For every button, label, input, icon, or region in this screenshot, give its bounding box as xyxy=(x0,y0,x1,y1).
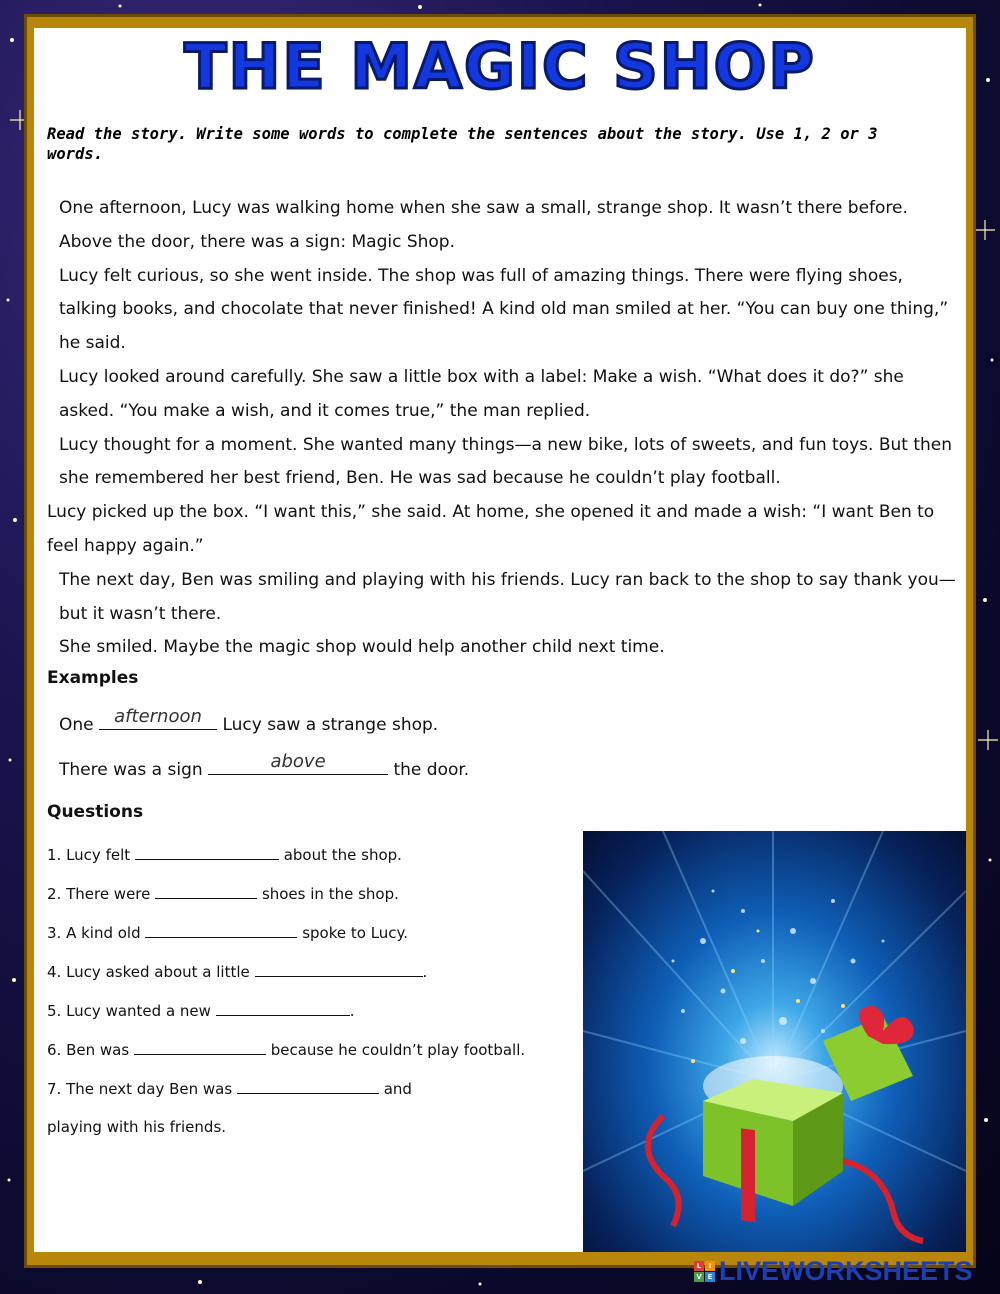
story-text xyxy=(47,192,957,665)
question-row xyxy=(47,962,427,981)
example-row xyxy=(59,706,439,735)
example-answer-blank xyxy=(208,751,388,775)
story-paragraph: Lucy thought for a moment. She wanted many things—a new bike, lots of sweets, and fun toys. But then she remembered her best friend, Ben. He was sad because he couldn’t play football. xyxy=(59,434,953,489)
question-text-before: 3. A kind old xyxy=(47,924,141,942)
answer-input[interactable] xyxy=(237,1079,379,1094)
questions-heading: Questions xyxy=(47,802,144,822)
answer-input[interactable] xyxy=(145,923,297,938)
question-text-before: 4. Lucy asked about a little xyxy=(47,963,250,981)
answer-input[interactable] xyxy=(255,962,423,977)
question-text-after: shoes in the shop. xyxy=(261,885,399,903)
question-text-before: 2. There were xyxy=(47,885,151,903)
story-paragraph: Lucy looked around carefully. She saw a little box with a label: Make a wish. “What does it do?” she asked. “You make a wish, and it comes true,” the man replied. xyxy=(59,366,904,421)
question-row xyxy=(47,923,408,942)
story-paragraph: She smiled. Maybe the magic shop would help another child next time. xyxy=(59,637,665,658)
question-continuation: playing with his friends. xyxy=(47,1118,227,1136)
question-text-before: 5. Lucy wanted a new xyxy=(47,1002,211,1020)
answer-input[interactable] xyxy=(134,1040,266,1055)
example-text-after: Lucy saw a strange shop. xyxy=(222,715,439,735)
story-paragraph: Lucy picked up the box. “I want this,” she said. At home, she opened it and made a wish: “I want Ben to feel happy again.” xyxy=(47,502,935,556)
question-text-after: . xyxy=(349,1002,355,1020)
example-row xyxy=(59,751,470,780)
example-text-before: There was a sign xyxy=(59,760,203,780)
example-text-before: One xyxy=(59,715,94,735)
question-row xyxy=(47,1079,412,1098)
example-text-after: the door. xyxy=(393,760,470,780)
question-text-after: . xyxy=(422,963,428,981)
answer-input[interactable] xyxy=(216,1001,350,1016)
examples-heading: Examples xyxy=(47,668,139,688)
example-answer: afternoon xyxy=(114,706,202,727)
question-row xyxy=(47,884,399,903)
question-text-before: 7. The next day Ben was xyxy=(47,1080,233,1098)
question-text-after: spoke to Lucy. xyxy=(302,924,409,942)
question-text-after: and xyxy=(383,1080,412,1098)
question-text-after: about the shop. xyxy=(283,846,402,864)
question-text-after: because he couldn’t play football. xyxy=(270,1041,526,1059)
example-answer: above xyxy=(270,751,326,772)
story-paragraph: Lucy felt curious, so she went inside. The shop was full of amazing things. There were flying shoes, talking books, and chocolate that never finished! A kind old man smiled at her. “You can buy one thing,” he said. xyxy=(59,265,949,354)
answer-input[interactable] xyxy=(135,845,279,860)
liveworksheets-watermark xyxy=(694,1256,973,1286)
page-title: THE MAGIC SHOP xyxy=(184,30,816,103)
magic-gift-box-image xyxy=(583,831,966,1252)
question-text-before: 6. Ben was xyxy=(47,1041,130,1059)
question-row xyxy=(47,1040,525,1059)
watermark-text: LIVEWORKSHEETS xyxy=(719,1255,973,1286)
story-paragraph: One afternoon, Lucy was walking home when she saw a small, strange shop. It wasn’t there before. Above the door, there was a sign: Magic Shop. xyxy=(59,198,908,252)
question-text-before: 1. Lucy felt xyxy=(47,846,131,864)
answer-input[interactable] xyxy=(155,884,257,899)
instructions: Read the story. Write some words to complete the sentences about the story. Use 1, 2 or 3 words. xyxy=(47,125,878,163)
question-row xyxy=(47,845,402,864)
story-paragraph: The next day, Ben was smiling and playing with his friends. Lucy ran back to the shop to say thank you—but it wasn’t there. xyxy=(59,569,956,624)
gift-box-illustration xyxy=(583,831,966,1252)
liveworksheets-logo-icon: L I V E xyxy=(694,1261,715,1282)
example-answer-blank xyxy=(99,706,217,730)
question-row xyxy=(47,1001,354,1020)
worksheet-page xyxy=(34,28,966,1252)
